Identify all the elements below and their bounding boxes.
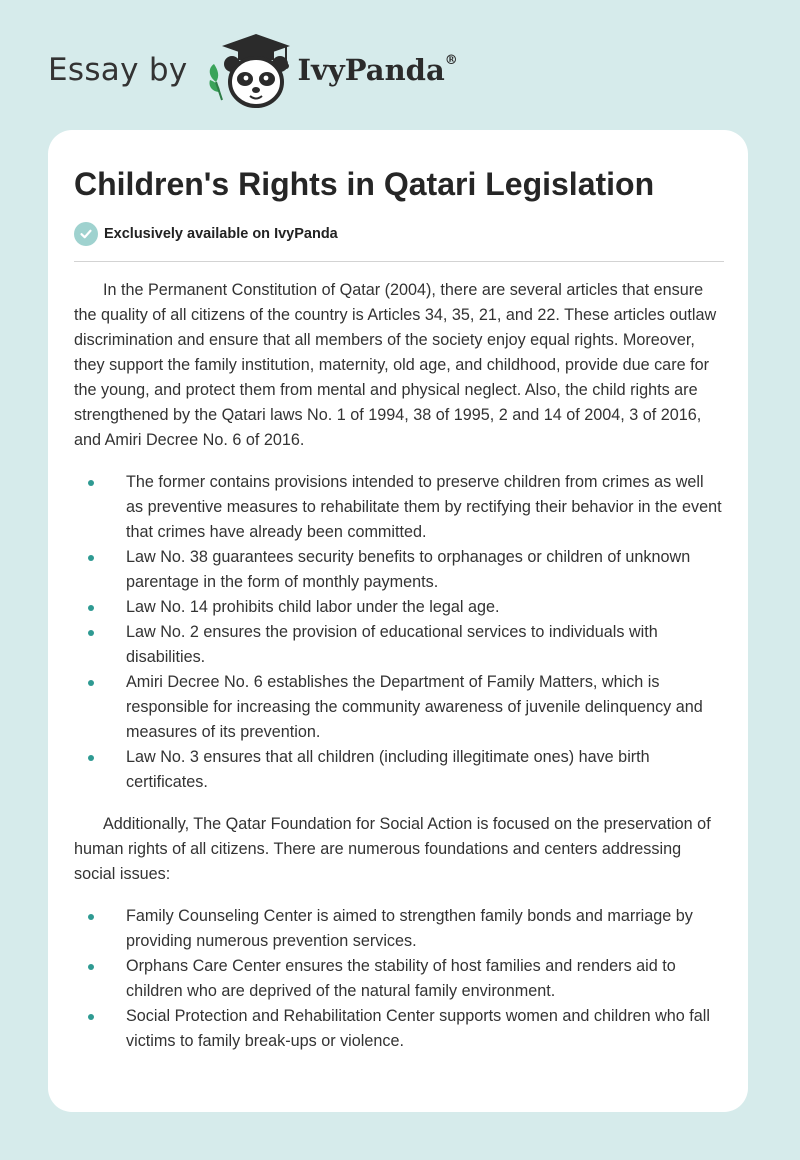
essay-body: [74, 278, 724, 1071]
list-item: [74, 954, 724, 1004]
paragraph: Additionally, The Qatar Foundation for Social Action is focused on the preservation of human rights of all citizens. There are numerous foundations and centers addressing social issues:: [74, 815, 711, 883]
list-item-text: Law No. 2 ensures the provision of educational services to individuals with disabilities.: [126, 623, 658, 666]
bullet-icon: [88, 914, 94, 920]
ivypanda-logo-link[interactable]: [202, 30, 458, 110]
list-item-text: The former contains provisions intended to preserve children from crimes as well as preventive measures to rehabilitate them by rectifying their behavior in the event that crimes have already been committed.: [126, 473, 722, 541]
list-item-text: Law No. 3 ensures that all children (including illegitimate ones) have birth certificates.: [126, 748, 650, 791]
bullet-icon: [88, 480, 94, 486]
essay-card: [48, 130, 748, 1112]
divider: [74, 261, 724, 262]
list-item-text: Law No. 14 prohibits child labor under the legal age.: [126, 598, 500, 616]
list-item-text: Amiri Decree No. 6 establishes the Department of Family Matters, which is responsible for increasing the community awareness of juvenile delinquency and measures of its prevention.: [126, 673, 703, 741]
bullet-list: [74, 904, 724, 1054]
bullet-icon: [88, 1014, 94, 1020]
list-item: [74, 1004, 724, 1054]
list-item-text: Social Protection and Rehabilitation Center supports women and children who fall victims to family break-ups or violence.: [126, 1007, 710, 1050]
bullet-icon: [88, 964, 94, 970]
registered-mark: ®: [444, 52, 458, 68]
paragraph: In the Permanent Constitution of Qatar (2004), there are several articles that ensure the quality of all citizens of the country is Articles 34, 35, 21, and 22. These articles outlaw discrimination and ensure that all members of the society enjoy equal rights. Moreover, they support the family institution, maternity, old age, and childhood, provide due care for the young, and protect them from mental and physical neglect. Also, the child rights are strengthened by the Qatari laws No. 1 of 1994, 38 of 1995, 2 and 14 of 2004, 3 of 2016, and Amiri Decree No. 6 of 2016.: [74, 281, 717, 449]
bullet-icon: [88, 605, 94, 611]
bullet-icon: [88, 555, 94, 561]
check-icon: [74, 222, 98, 246]
bullet-icon: [88, 630, 94, 636]
page-title: Children's Rights in Qatari Legislation: [74, 166, 655, 202]
panda-logo-icon: [202, 30, 294, 110]
exclusive-badge-text: Exclusively available on IvyPanda: [104, 226, 338, 242]
list-item: [74, 670, 724, 745]
brand-name: IvyPanda®: [297, 52, 458, 87]
bullet-icon: [88, 755, 94, 761]
list-item: [74, 595, 724, 620]
bullet-icon: [88, 680, 94, 686]
essay-by-label: Essay by: [48, 51, 188, 88]
bullet-list: [74, 470, 724, 795]
list-item: [74, 745, 724, 795]
exclusive-badge: [74, 222, 338, 246]
list-item: [74, 904, 724, 954]
site-header: [48, 30, 748, 110]
list-item-text: Law No. 38 guarantees security benefits to orphanages or children of unknown parentage in the form of monthly payments.: [126, 548, 691, 591]
list-item-text: Family Counseling Center is aimed to strengthen family bonds and marriage by providing numerous prevention services.: [126, 907, 693, 950]
list-item-text: Orphans Care Center ensures the stability of host families and renders aid to children who are deprived of the natural family environment.: [126, 957, 676, 1000]
list-item: [74, 545, 724, 595]
list-item: [74, 620, 724, 670]
list-item: [74, 470, 724, 545]
